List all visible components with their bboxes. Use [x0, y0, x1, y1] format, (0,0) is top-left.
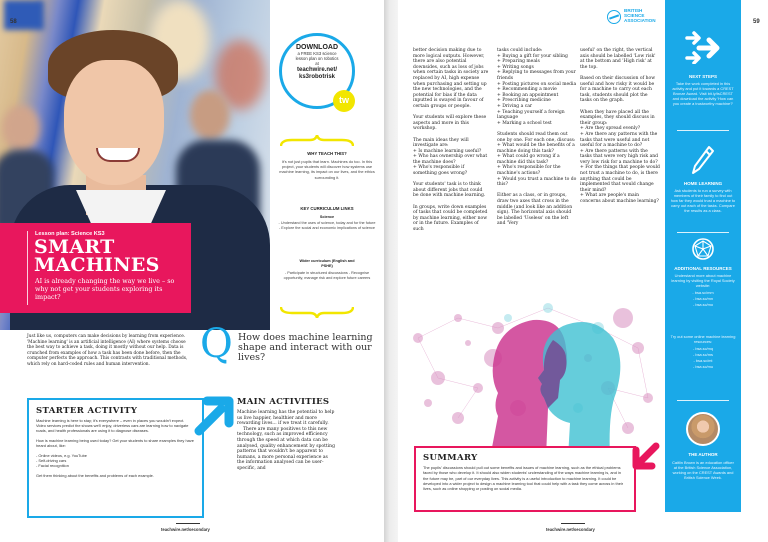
title-block: [0, 223, 191, 313]
paragraph: Either as a class, or in groups, draw two axes that cross in the middle (and look like an addition sign). The horizontal axis should be labelled 'Useless' on the left and 'Very: [497, 193, 573, 227]
why-teach-text: It's not just pupils that learn. Machines do too. In this project, your students will discover how systems use machine learning, its impact on our lives, and the ethics surrounding it.: [279, 159, 375, 180]
paragraph: There are many positives to this new technology, such as improved efficiency through the speed at which data can be analysed, quality enhancement by spotting patterns that wouldn't be apparent to humans, a more personal experience as the information analysed can be user-specific, and: [237, 426, 335, 471]
author-avatar: [686, 412, 720, 446]
summary-text: The pupils' discussions should pull out some benefits and issues of machine learning, such as the ethical problems faced by those who develop it. It should also widen students' understanding of the ways machine learning is, and in the future may be, part of our everyday lives. This activity is a useful introduction to machine learning. It could be developed into a wider project to design a machine learning tool that could help with a task they come across in their lives, such as online shopping or posting on social media.: [423, 465, 624, 492]
author-title: THE AUTHOR: [688, 452, 718, 457]
author-bio: Caitlin Brown is an education officer at the British Science Association, working on the CREST Awards and British Science Week.: [672, 460, 734, 481]
home-learning-title: HOME LEARNING: [683, 181, 723, 186]
question-mark-glyph: Q: [200, 321, 233, 367]
paragraph: Your students will explore these aspects and more in this workshop.: [413, 115, 487, 132]
list-item: + Who's responsible for the machine's actions?: [497, 165, 561, 177]
download-title: DOWNLOAD: [296, 44, 338, 51]
list-item: + Are there patterns with the tasks that were very high risk and very low risk for a machine to do?: [580, 148, 659, 165]
paragraph: The main ideas they will investigate are:: [413, 137, 469, 149]
additional-resources-title: ADDITIONAL RESOURCES: [674, 266, 732, 271]
main-activities-column-2: [413, 48, 489, 238]
resource-link[interactable]: - bsa.sc/mq: [692, 346, 714, 351]
paragraph: In groups, write down examples of tasks that could be completed by machine learning, either now or in the future. Examples of such: [413, 204, 488, 232]
page-number: 58: [10, 19, 17, 25]
list-item: + Writing songs: [497, 64, 534, 70]
list-item: + Are there any patterns with the tasks that were useful and not useful for a machine to do?: [580, 131, 658, 149]
ai-heads-illustration: [398, 298, 663, 458]
starter-paragraph: Get them thinking about the benefits and problems of each example.: [36, 473, 154, 479]
paragraph: Machine learning has the potential to help us live happier, healthier and more rewarding lives... if we treat it carefully.: [237, 410, 335, 427]
resource-link[interactable]: - bsa.sc/ms: [693, 352, 713, 357]
list-item: + Are they spread evenly?: [580, 126, 641, 132]
network-globe-icon: [692, 238, 714, 260]
list-item: + Is machine learning useful?: [413, 148, 482, 154]
brace-bottom-icon: [280, 306, 354, 318]
resources-sidebar: [665, 0, 741, 512]
footer-rule: [176, 523, 200, 524]
lesson-kicker: Lesson plan: Science KS3: [35, 231, 105, 237]
list-item: + For the things that people would not trust a machine to do, is there anything that could be implemented that would change their mind?: [580, 165, 660, 193]
british-science-association-logo: [607, 8, 665, 28]
footer-rule: [561, 523, 585, 524]
list-item: + What are people's main concerns about machine learning?: [580, 193, 659, 205]
list-item: + Marking a school test: [497, 120, 552, 126]
main-activities-column-3: [497, 48, 577, 233]
logo-line: BRITISH: [624, 8, 643, 13]
resources-text-1: Understand more about machine learning by visiting the Royal Society website:: [671, 273, 735, 289]
paragraph: tasks could include:: [497, 48, 543, 53]
list-item: + Preparing meals: [497, 59, 540, 65]
starter-activity-box: [27, 398, 204, 518]
list-item: + Recommending a movie: [497, 87, 557, 93]
sidebar-divider: [677, 232, 729, 233]
list-item: + What could go wrong if a machine did this task?: [497, 154, 560, 165]
standfirst: AI is already changing the way we live – so why not get your students exploring its impact?: [35, 277, 175, 301]
footer-link[interactable]: teachwire.net/secondary: [546, 527, 595, 532]
classroom-board: [4, 0, 44, 30]
bsa-logo-icon: [607, 10, 621, 24]
list-item: + Posting pictures on social media: [497, 81, 577, 87]
next-steps-text: Take the work completed in this activity and put it towards a CREST Bronze Award. Visit bit.ly/tsCREST and download the activity 'How can you create a trustworthy machine?': [672, 81, 734, 107]
list-item: + Replying to messages from your friends: [497, 70, 576, 81]
home-learning-text: Ask students to run a survey with members of their family to find out how far they would trust a machine to carry out each of the tasks. Compare the results as a class.: [670, 188, 736, 214]
bsa-logo-text: [624, 9, 656, 23]
logo-line: SCIENCE: [624, 12, 645, 18]
page-gutter: [384, 0, 398, 542]
resources-links-1: [665, 290, 741, 308]
list-item: + Booking an appointment: [497, 92, 559, 98]
summary-title: SUMMARY: [423, 453, 478, 463]
main-activities-column-1: [237, 410, 335, 472]
url-part: ks3robotrisk: [298, 73, 335, 80]
resources-links-2: [665, 346, 741, 370]
list-item: + Who has ownership over what the machine does?: [413, 154, 488, 165]
curriculum-title: KEY CURRICULUM LINKS: [300, 206, 354, 211]
background-student-head: [2, 105, 40, 151]
url-part: teachwire.net/: [296, 67, 337, 73]
list-item: - Facial recognition: [36, 463, 69, 469]
arrows-forward-icon: [685, 30, 721, 64]
title-line: SMART: [34, 236, 115, 258]
background-student-head: [190, 90, 230, 140]
paragraph: useful' on the right, the vertical axis should be labelled 'Low risk' at the bottom and 'High risk' at the top.: [580, 48, 656, 70]
summary-box: [414, 446, 636, 512]
paragraph: When they have placed all the examples, they should discuss in their group:: [580, 109, 655, 126]
intro-paragraph: Just like us, computers can make decisions by learning from experience. 'Machine learning' is an artificial intelligence (AI) where systems choose the best way to achieve a task, doing it mostly without our help. Data is crunched from examples of how a task has been done before, then the computer perfects the approach. This contrasts with traditional methods, which rely on hard-coded rules and human intervention.: [27, 334, 188, 367]
list-item: + Teaching yourself a foreign language: [497, 109, 565, 121]
resource-link[interactable]: - bsa.sc/mn: [692, 296, 714, 301]
resources-text-2: Try out some online machine learning resources:: [670, 334, 736, 345]
arrow-up-right-icon: [193, 393, 237, 437]
download-text: a FREE KS3 science lesson plan on robotics at: [295, 51, 339, 66]
page-title: [34, 238, 184, 274]
list-item: + Who's responsible if something goes wrong?: [413, 165, 468, 177]
download-link[interactable]: [282, 67, 352, 80]
arrow-down-left-icon: [628, 440, 662, 474]
pencil-icon: [691, 145, 715, 175]
paragraph: Based on their discussion of how useful and how risky it would be for a machine to carry out each task, students should plot the tasks on the graph.: [580, 75, 656, 104]
list-item: + Prescribing medicine: [497, 98, 551, 104]
sidebar-divider: [677, 130, 729, 131]
why-teach-title: WHY TEACH THIS?: [307, 151, 347, 156]
resource-link[interactable]: - bsa.sc/mu: [692, 364, 714, 369]
title-divider: [27, 231, 28, 305]
list-item: - Online videos, e.g. YouTube: [36, 453, 87, 459]
main-activities-title: MAIN ACTIVITIES: [237, 397, 330, 407]
starter-paragraph: How is machine learning being used today? Get your students to share examples they have heard about, like:: [36, 438, 194, 449]
title-line: MACHINES: [34, 254, 160, 276]
science-label: Science: [319, 215, 335, 219]
next-steps-title: NEXT STEPS: [688, 74, 717, 79]
logo-line: ASSOCIATION: [624, 17, 656, 23]
resource-link[interactable]: - bsa.sc/mm: [692, 290, 714, 295]
brace-top-icon: [280, 135, 354, 147]
teachwire-logo: tw: [333, 90, 355, 112]
list-item: + Driving a car: [497, 103, 533, 109]
face: [64, 60, 164, 185]
paragraph: better decision making due to more logical outputs. However, there are also potential downsides, such as loss of jobs when certain tasks in society are replaced by AI, high expense when purchasing and setting up the new technologies, and the potential for bias if the data inputted is swayed in favour of certain groups or people.: [413, 48, 489, 109]
key-question: How does machine learning shape and interact with our lives?: [238, 332, 373, 363]
resource-link[interactable]: - bsa.sc/mt: [693, 358, 713, 363]
list-item: - Self-driving cars: [36, 458, 67, 464]
footer-link[interactable]: teachwire.net/secondary: [161, 527, 210, 532]
wider-label: Wider curriculum (English and PSHE): [299, 259, 355, 268]
paragraph: Students should read them out one by one. For each one, discuss:: [497, 131, 576, 143]
page-number: 59: [753, 19, 760, 25]
main-activities-column-4: [580, 48, 660, 205]
list-item: + What would be the benefits of a machine doing this task?: [497, 143, 575, 154]
starter-title: STARTER ACTIVITY: [36, 406, 138, 416]
list-item: + Buying a gift for your sibling: [497, 53, 568, 59]
resource-link[interactable]: - bsa.sc/mo: [692, 302, 714, 307]
science-links: - Understand the uses of science, today and for the future - Explore the social and economic implications of science: [278, 221, 376, 231]
wider-links: - Participate in structured discussions - Recognise opportunity, manage risk and explore future careers: [283, 271, 371, 281]
sidebar-divider: [677, 400, 729, 401]
list-item: + Would you trust a machine to do this?: [497, 176, 577, 188]
paragraph: Your students' task is to think about different jobs that could be done with machine learning.: [413, 182, 486, 199]
starter-paragraph: Machine learning is here to stay; it's everywhere – even in places you wouldn't expect. Video services predict the shows we'll enjoy, driverless cars are learning how to navigate roads, and health professionals are using it to diagnose diseases.: [36, 418, 189, 434]
starter-list: [36, 453, 195, 469]
